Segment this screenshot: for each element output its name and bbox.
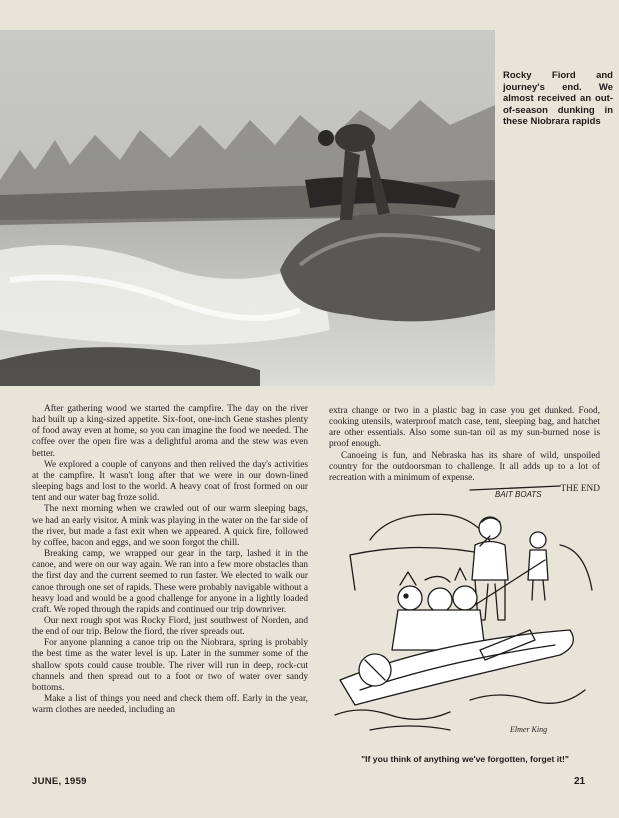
paragraph: The next morning when we crawled out of our warm sleeping bags, we had an early visitor. A mink was playing in the water on the far side of the river, but made a fast exit when we appeared. A quick fire, followed by coffee, bacon and eggs, and we soon forgot the chill. xyxy=(32,504,308,548)
cartoon-sign: BAIT BOATS xyxy=(495,490,542,499)
article-left-column xyxy=(32,404,308,716)
cartoonist-signature: Elmer King xyxy=(510,725,548,734)
page-number: 21 xyxy=(574,776,586,787)
paragraph: Our next rough spot was Rocky Fiord, just southwest of Norden, and the end of our trip. Below the fiord, the river spreads out. xyxy=(32,615,308,638)
cartoon-drawing xyxy=(330,480,600,750)
the-end-mark: THE END xyxy=(560,484,600,495)
rapids-photo xyxy=(0,30,495,386)
rapids-photo-graphic xyxy=(0,30,495,386)
cartoon-illustration xyxy=(330,480,600,818)
paragraph: For anyone planning a canoe trip on the Niobrara, spring is probably the best time as the water level is up. Later in the summer some of the shallow spots could cause trouble. The river will run in deep, rock-cut channels and then spread out to a foot or two of water over sandy bottoms. xyxy=(32,638,308,693)
issue-date: JUNE, 1959 xyxy=(32,776,87,787)
paragraph: Make a list of things you need and check them off. Early in the year, warm clothes are needed, including an xyxy=(32,694,308,716)
cartoon-caption: "If you think of anything we've forgotten, forget it!" xyxy=(361,754,569,764)
paragraph: extra change or two in a plastic bag in case you get dunked. Food, cooking utensils, waterproof match case, tent, sleeping bag, and hatchet are other essentials. Also some sun-tan oil as my sun-burned nose is proof enough. xyxy=(329,406,600,450)
paragraph: After gathering wood we started the campfire. The day on the river had built up a king-sized appetite. Six-foot, one-inch Gene stashes plenty of food away even at home, so you can imagine the food we needed. The coffee over the open fire was a delightful aroma and the stew was even better. xyxy=(32,404,308,459)
paragraph: We explored a couple of canyons and then relived the day's activities at the campfire. It wasn't long after that we were in our down-lined sleeping bags and lost to the world. A heavy coat of frost formed on our tent and our water bag froze solid. xyxy=(32,459,308,504)
photo-caption: Rocky Fiord and journey's end. We almost received an out-of-season dunking in these Niobrara rapids xyxy=(503,70,613,128)
paragraph: Canoeing is fun, and Nebraska has its share of wild, unspoiled country for the outdoorsman to challenge. It all adds up to a lot of recreation with a minimum of expense. xyxy=(329,450,600,483)
paragraph: Breaking camp, we wrapped our gear in the tarp, lashed it in the canoe, and were on our way again. We ran into a few more obstacles than the first day and the current seemed to run faster. We elected to walk our canoe through one set of rapids. These were probably navigable without a heavy load and would be a good challenge for anyone in a lightly loaded craft. We roped through the rapids and continued our trip downriver. xyxy=(32,549,308,615)
